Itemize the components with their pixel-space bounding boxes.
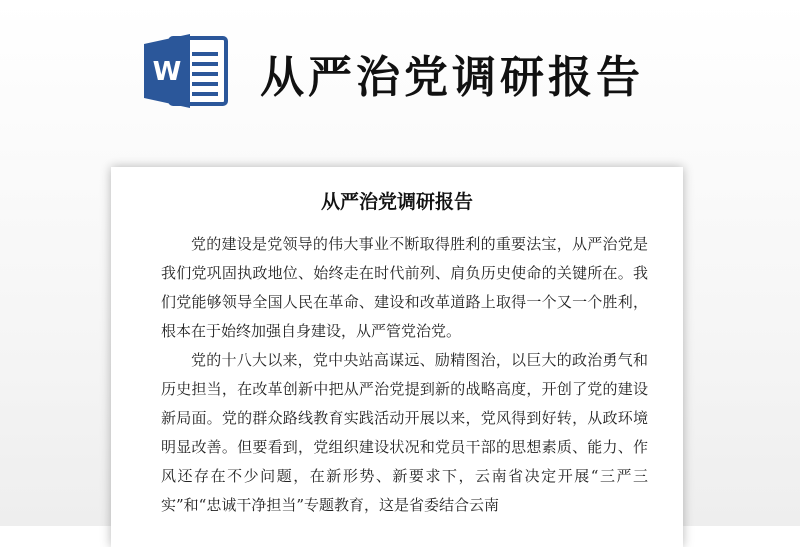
header-title: 从严治党调研报告 xyxy=(260,52,644,103)
word-document-icon xyxy=(140,32,232,110)
document-title: 从严治党调研报告 xyxy=(320,191,473,213)
word-icon-letter: W xyxy=(152,57,182,87)
document-body xyxy=(161,230,648,520)
paragraph-2: 党的十八大以来，党中央站高谋远、励精图治，以巨大的政治勇气和历史担当，在改革创新中把从严治党提到新的战略高度，开创了党的建设新局面。党的群众路线教育实践活动开展以来，党风得到好转，从政环境明显改善。但要看到，党组织建设状况和党员干部的思想素质、能力、作风还存在不少问题，在新形势、新要求下，云南省决定开展“三严三实”和“忠诚干净担当”专题教育，这是省委结合云南 xyxy=(161,351,648,514)
paragraph-1: 党的建设是党领导的伟大事业不断取得胜利的重要法宝，从严治党是我们党巩固执政地位、始终走在时代前列、肩负历史使命的关键所在。我们党能够领导全国人民在革命、建设和改革道路上取得一个又一个胜利，根本在于始终加强自身建设，从严管党治党。 xyxy=(161,235,648,340)
document-page xyxy=(111,167,683,547)
